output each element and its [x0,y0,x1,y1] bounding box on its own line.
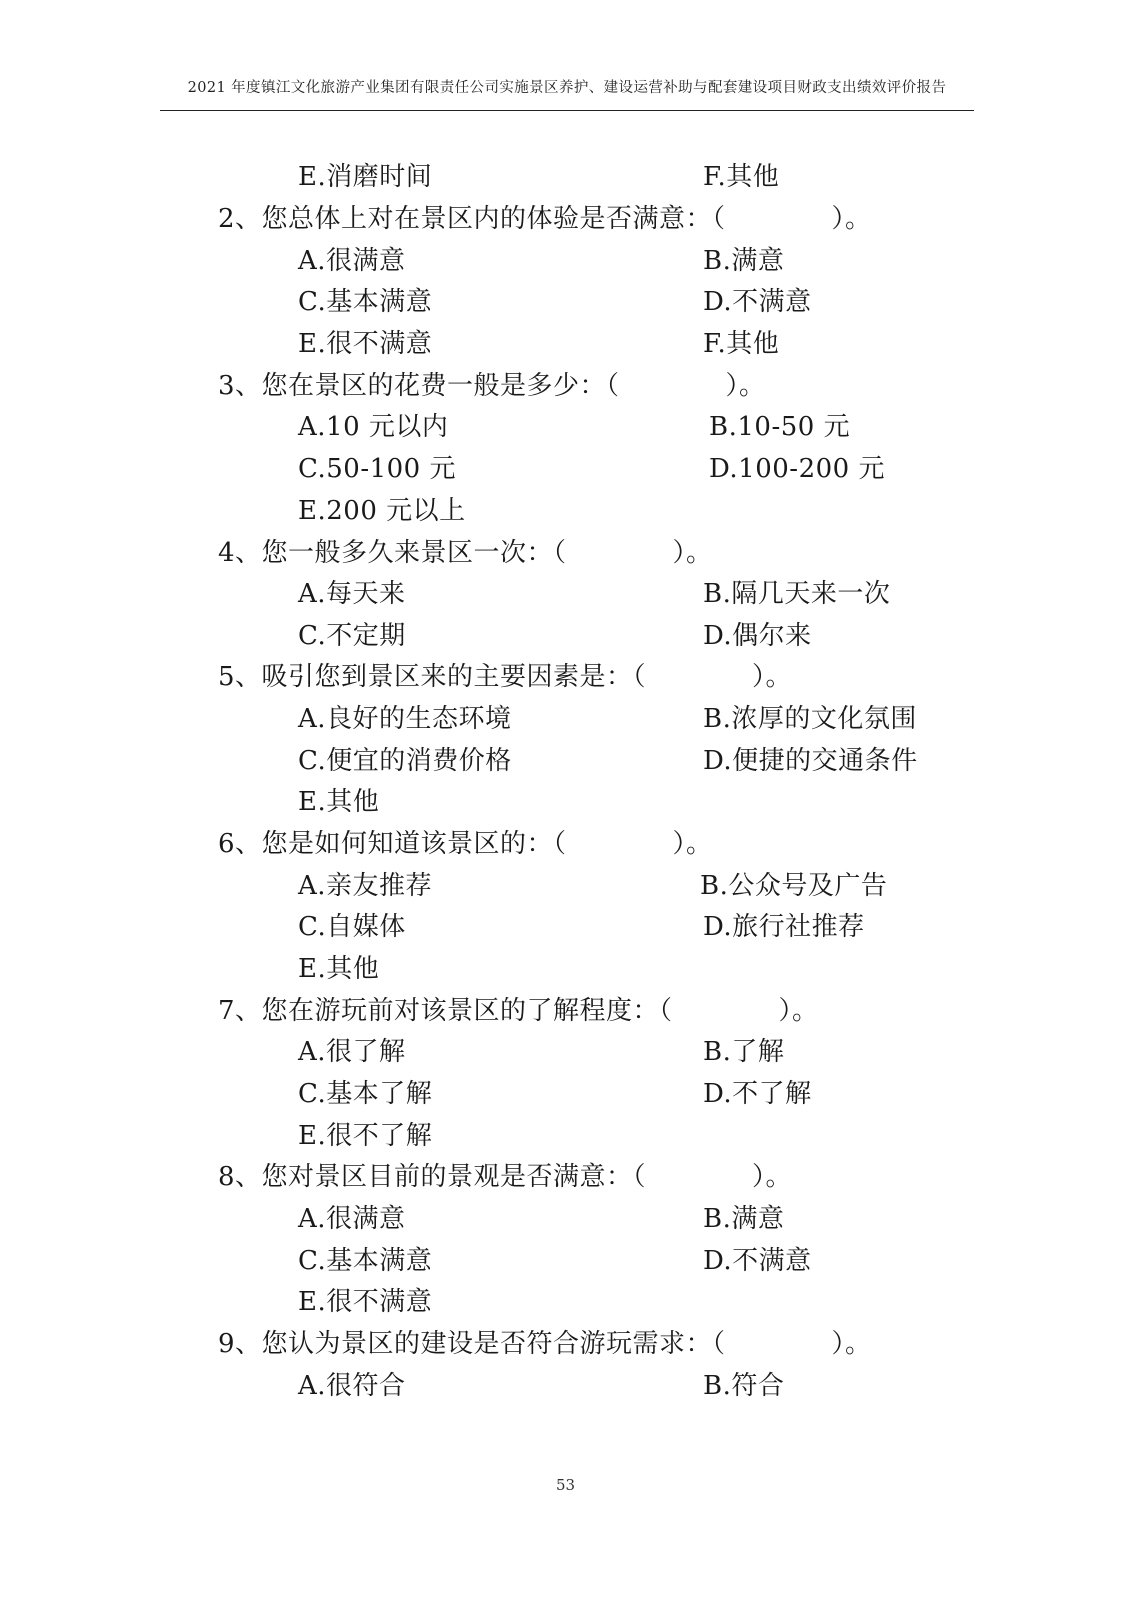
question-7: 7、您在游玩前对该景区的了解程度：（ ）。 [218,996,819,1026]
option: E.很不满意 [298,329,433,359]
option: D.不了解 [703,1079,812,1109]
option: A.亲友推荐 [298,871,433,901]
question-4: 4、您一般多久来景区一次：（ ）。 [218,538,713,568]
option: B.10-50 元 [709,412,851,442]
option: B.公众号及广告 [700,871,888,901]
option: C.基本了解 [298,1079,433,1109]
question-5: 5、吸引您到景区来的主要因素是：（ ）。 [218,662,793,692]
question-3: 3、您在景区的花费一般是多少：（ ）。 [218,371,766,401]
option: A.很了解 [298,1037,406,1067]
option: C.便宜的消费价格 [298,746,512,776]
option: C.自媒体 [298,912,406,942]
option: E.很不了解 [298,1121,433,1151]
option: A.很满意 [298,246,406,276]
option: A.10 元以内 [298,412,449,442]
option: E.其他 [298,954,380,984]
option: B.满意 [703,246,785,276]
option: E.其他 [298,787,380,817]
option: D.便捷的交通条件 [703,746,918,776]
option: C.不定期 [298,621,406,651]
option: A.每天来 [298,579,406,609]
option: C.基本满意 [298,1246,433,1276]
option: D.偶尔来 [703,621,812,651]
option: C.基本满意 [298,287,433,317]
option: B.隔几天来一次 [703,579,891,609]
option: F.其他 [703,162,780,192]
option: D.不满意 [703,287,812,317]
option: B.浓厚的文化氛围 [703,704,917,734]
option: A.很满意 [298,1204,406,1234]
option: C.50-100 元 [298,454,456,484]
option: A.很符合 [298,1371,406,1401]
question-9: 9、您认为景区的建设是否符合游玩需求：（ ）。 [218,1329,872,1359]
page-header-title: 2021 年度镇江文化旅游产业集团有限责任公司实施景区养护、建设运营补助与配套建设项目财政支出绩效评价报告 [187,80,947,96]
option: D.100-200 元 [709,454,885,484]
question-6: 6、您是如何知道该景区的：（ ）。 [218,829,713,859]
option: E.很不满意 [298,1287,433,1317]
option: D.旅行社推荐 [703,912,865,942]
page-number: 53 [555,1476,576,1494]
option: A.良好的生态环境 [298,704,512,734]
option: E.消磨时间 [298,162,433,192]
option: B.满意 [703,1204,785,1234]
option: D.不满意 [703,1246,812,1276]
option: B.符合 [703,1371,785,1401]
option: B.了解 [703,1037,785,1067]
option: F.其他 [703,329,780,359]
question-2: 2、您总体上对在景区内的体验是否满意：（ ）。 [218,204,872,234]
question-8: 8、您对景区目前的景观是否满意：（ ）。 [218,1162,793,1192]
option: E.200 元以上 [298,496,466,526]
